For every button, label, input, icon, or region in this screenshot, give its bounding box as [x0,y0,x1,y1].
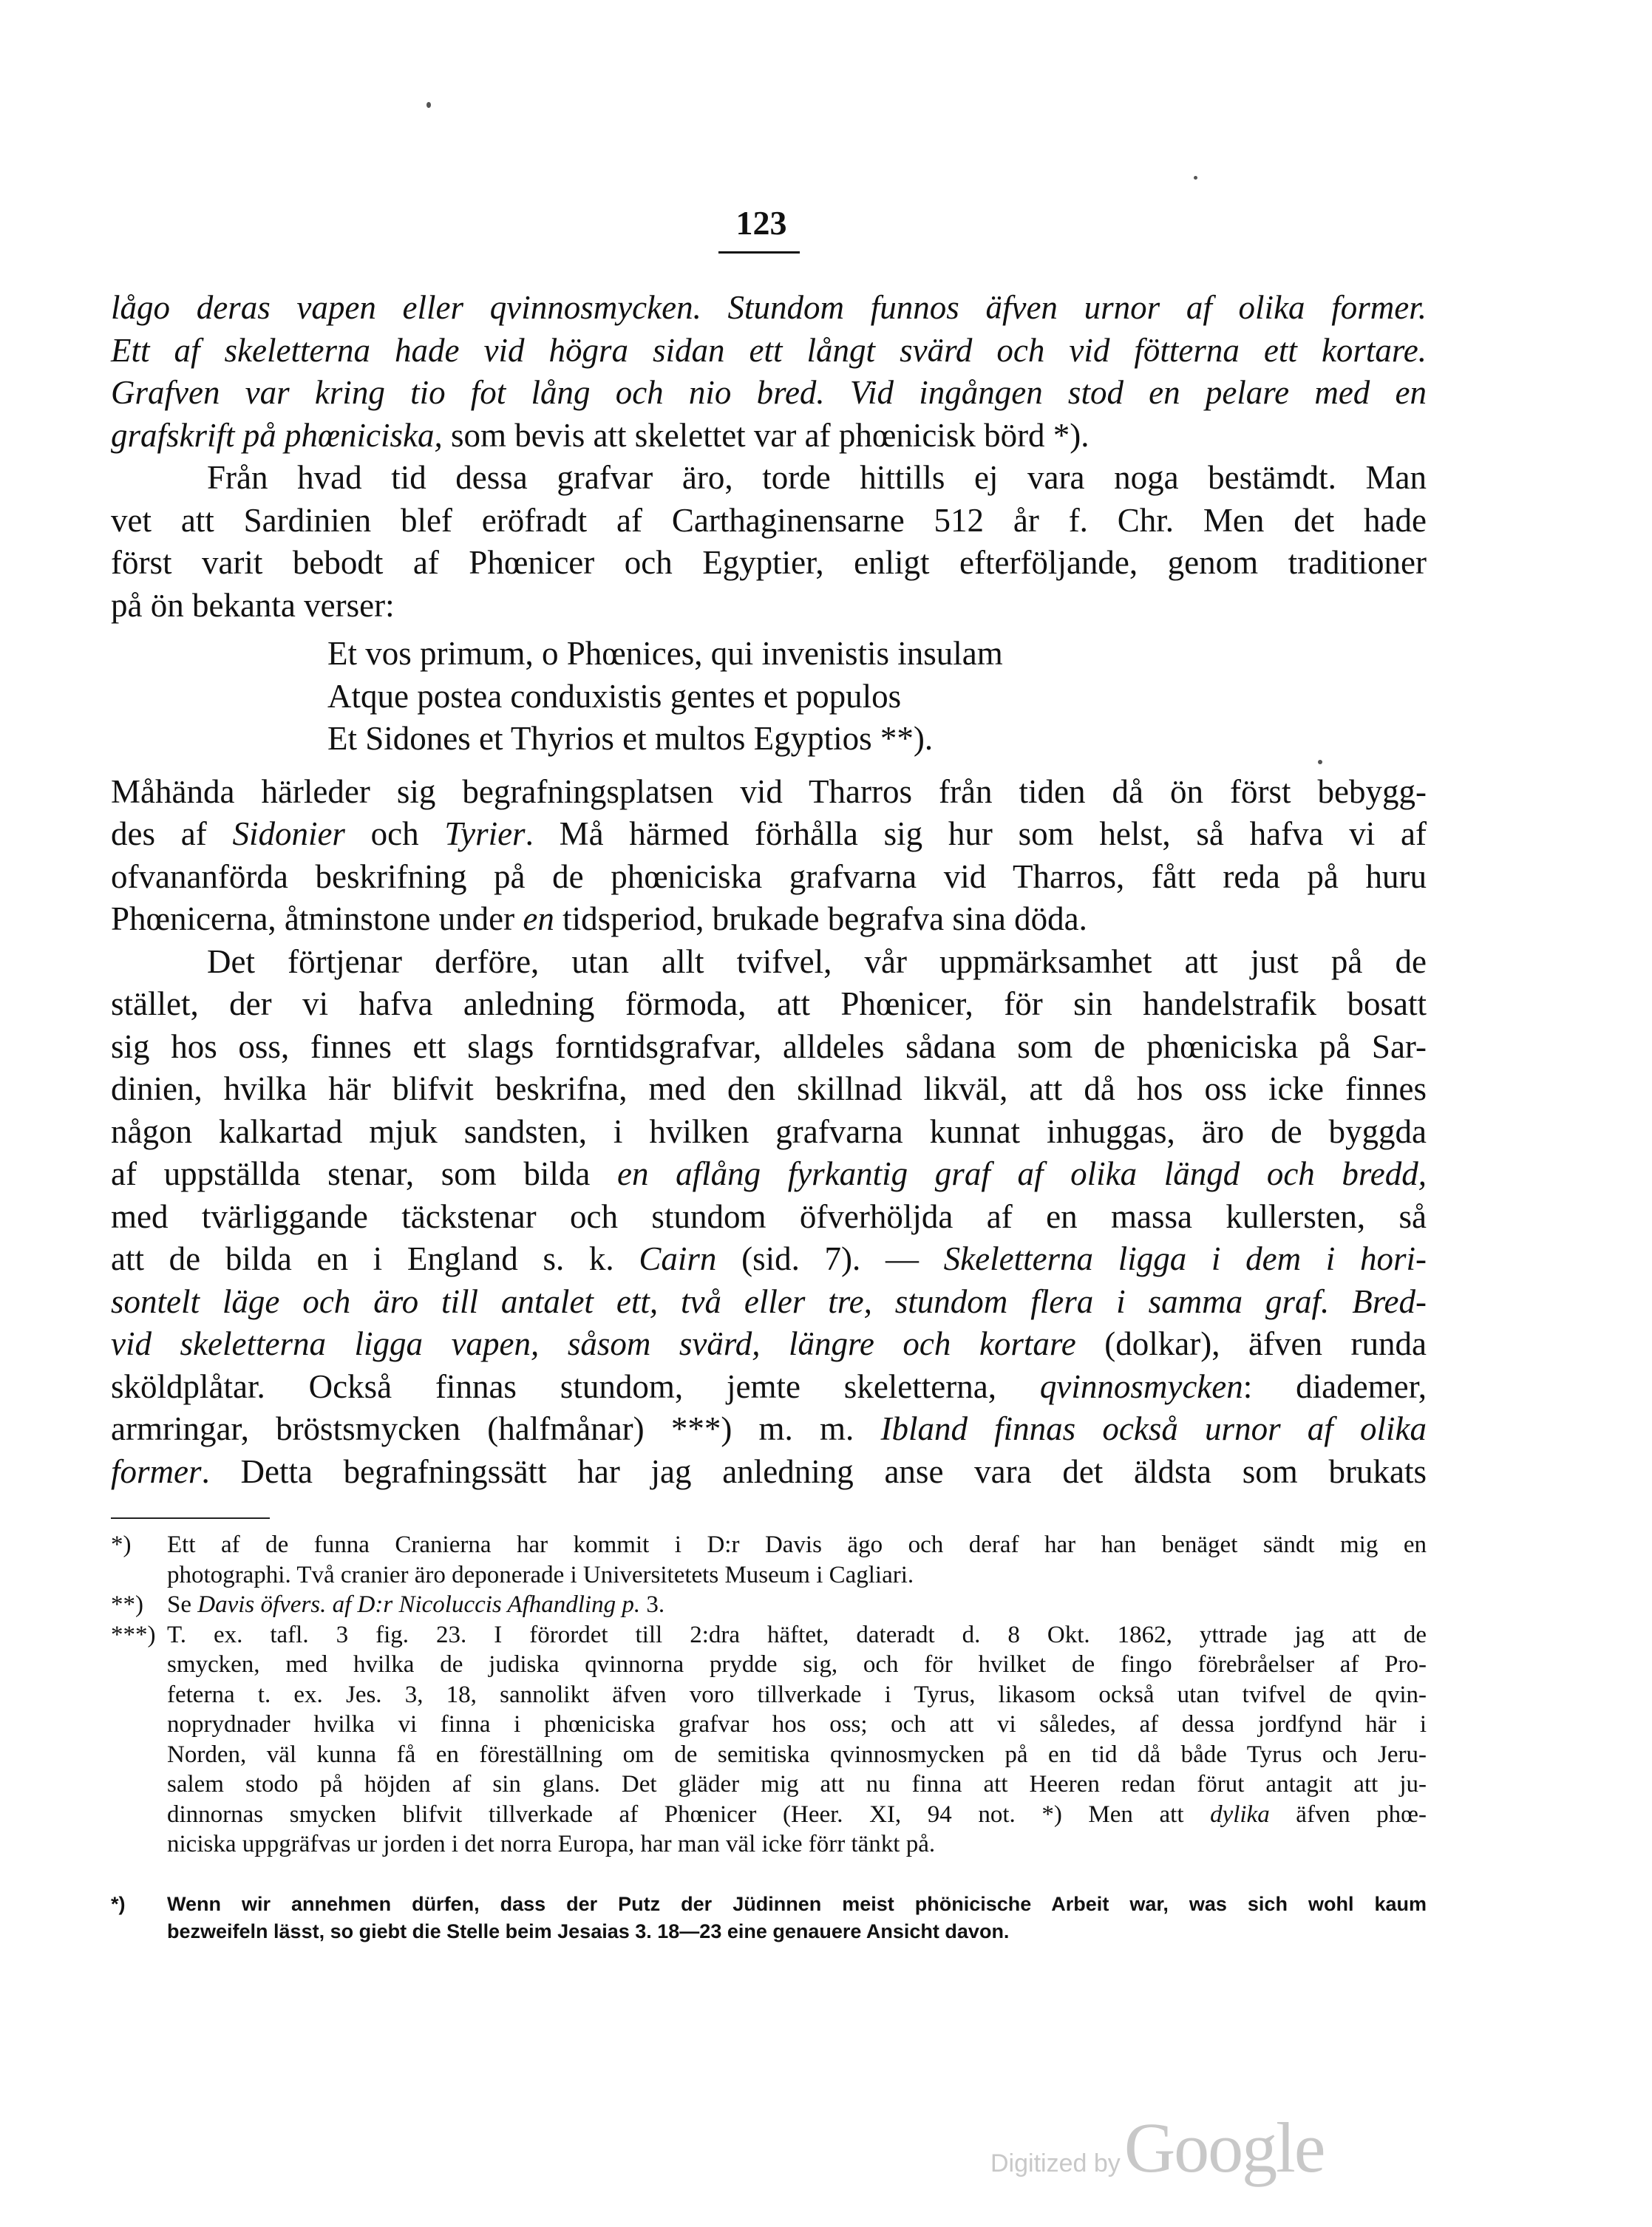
footnote-line: salem stodo på höjden af sin glans. Det gläder mig att nu finna att Heeren redan förut antagit att ju- [167,1771,1427,1798]
footnote-marker: ***) [111,1621,156,1648]
footnote-line: smycken, med hvilka de judiska qvinnorna prydde sig, och för hvilket de fingo förebråelser af Pro- [167,1651,1427,1678]
paragraph-start: Det förtjenar derföre, utan allt tvifvel, vår uppmärksamhet att just på de [207,942,1427,980]
text-line: Grafven var kring tio fot lång och nio bred. Vid ingången stod en pelare med en [111,374,1427,411]
text-line: på ön bekanta verser: [111,586,395,624]
sub-footnote-line: bezweifeln lässt, so giebt die Stelle beim Jesaias 3. 18—23 eine genauere Ansicht davon. [167,1920,1010,1942]
sub-footnote-line: *) Wenn wir annehmen dürfen, dass der Putz der Jüdinnen meist phönicische Arbeit war, was sich wohl kaum [111,1891,1427,1918]
footnote-marker: **) [111,1591,143,1618]
print-speck [1194,176,1197,180]
footnotes [111,1530,1427,1860]
text-line: dinien, hvilka här blifvit beskrifna, med den skillnad likväl, att då hos oss icke finnes [111,1070,1427,1107]
text-line: Ett af skeletterna hade vid högra sidan ett långt svärd och vid fötterna ett kortare. [111,331,1427,369]
text-line: lågo deras vapen eller qvinnosmycken. Stundom funnos äfven urnor af olika former. [111,289,1427,326]
text-line: ofvananförda beskrifning på de phœniciska grafvarna vid Tharros, fått reda på huru [111,857,1427,895]
footnote-line: dinnornas smycken blifvit tillverkade af Phœnicer (Heer. XI, 94 not. *) Men att dylika äfven phœ- [167,1801,1427,1828]
text-line: grafskrift på phœniciska, som bevis att skelettet var af phœnicisk börd *). [111,416,1090,454]
text-line: sig hos oss, finnes ett slags forntidsgrafvar, alldeles sådana som de phœniciska på Sar- [111,1027,1427,1065]
page-number-underline [718,251,800,254]
verse-line: Et Sidones et Thyrios et multos Egyptios **). [327,720,934,757]
text-line: Måhända härleder sig begrafningsplatsen vid Tharros från tiden då ön först bebygg- [111,772,1427,810]
paragraph-start: Från hvad tid dessa grafvar äro, torde hittills ej vara noga bestämdt. Man [207,459,1427,496]
footnote-line: ***) T. ex. tafl. 3 fig. 23. I förordet till 2:dra häftet, dateradt d. 8 Okt. 1862, yttrade jag att de [111,1620,1427,1650]
footnote-marker: *) [111,1531,132,1558]
verse-line: Et vos primum, o Phœnices, qui invenistis insulam [327,635,1003,672]
text-line: någon kalkartad mjuk sandsten, i hvilken grafvarna kunnat inhuggas, äro de byggda [111,1112,1427,1150]
sub-footnote [111,1891,1427,1945]
page-number: 123 [735,204,787,242]
text-line: vet att Sardinien blef eröfradt af Carthaginensarne 512 år f. Chr. Men det hade [111,501,1427,539]
footnote-line: *) Ett af de funna Cranierna har kommit i D:r Davis ägo och deraf har han benäget sändt mig en [111,1530,1427,1560]
text-line: des af Sidonier och Tyrier. Må härmed förhålla sig hur som helst, så hafva vi af [111,815,1427,852]
text-line: sköldplåtar. Också finnas stundom, jemte skeletterna, qvinnosmycken: diademer, [111,1367,1427,1405]
digitized-by-label: Digitized by [990,2149,1121,2177]
digitized-by-google-watermark [990,2107,1324,2189]
text-line: stället, der vi hafva anledning förmoda, att Phœnicer, för sin handelstrafik bosatt [111,985,1427,1022]
footnote-line: photographi. Två cranier äro deponerade i Universitetets Museum i Cagliari. [167,1561,914,1588]
text-line: former. Detta begrafningssätt har jag anledning anse vara det äldsta som brukats [111,1452,1427,1490]
google-logo: Google [1124,2108,1325,2187]
print-speck [1318,760,1322,764]
footnote-line: Norden, väl kunna få en föreställning om de semitiska qvinnosmycken på en tid då både Tyrus och Jeru- [167,1741,1427,1768]
text-line: armringar, bröstsmycken (halfmånar) ***) m. m. Ibland finnas också urnor af olika [111,1410,1427,1447]
print-speck [426,102,431,108]
text-line: att de bilda en i England s. k. Cairn (sid. 7). — Skeletterna ligga i dem i hori- [111,1240,1427,1277]
verse-line: Atque postea conduxistis gentes et populos [327,677,902,715]
text-line: först varit bebodt af Phœnicer och Egyptier, enligt efterföljande, genom traditioner [111,544,1427,581]
text-line: af uppställda stenar, som bilda en aflång fyrkantig graf af olika längd och bredd, [111,1155,1427,1192]
footnote-line: noprydnader hvilka vi finna i phœniciska grafvar hos oss; och att vi således, af dessa jordfynd här i [167,1711,1427,1738]
text-line: vid skeletterna ligga vapen, såsom svärd, längre och kortare (dolkar), äfven runda [111,1325,1427,1362]
main-text [111,287,1427,1493]
footnote-line: **) Se Davis öfvers. af D:r Nicoluccis Afhandling p. 3. [111,1590,1427,1620]
footnote-line: niciska uppgräfvas ur jorden i det norra Europa, har man väl icke förr tänkt på. [167,1831,936,1857]
footnote-separator [111,1517,270,1519]
footnote-line: feterna t. ex. Jes. 3, 18, sannolikt äfven voro tillverkade i Tyrus, likasom också utan tvifvel de qvin- [167,1681,1427,1708]
sub-footnote-marker: *) [111,1893,126,1915]
text-line: sontelt läge och äro till antalet ett, två eller tre, stundom flera i samma graf. Bred- [111,1282,1427,1320]
text-line: med tvärliggande täckstenar och stundom öfverhöljda af en massa kullersten, så [111,1197,1427,1235]
text-line: Phœnicerna, åtminstone under en tidsperiod, brukade begrafva sina döda. [111,900,1087,937]
